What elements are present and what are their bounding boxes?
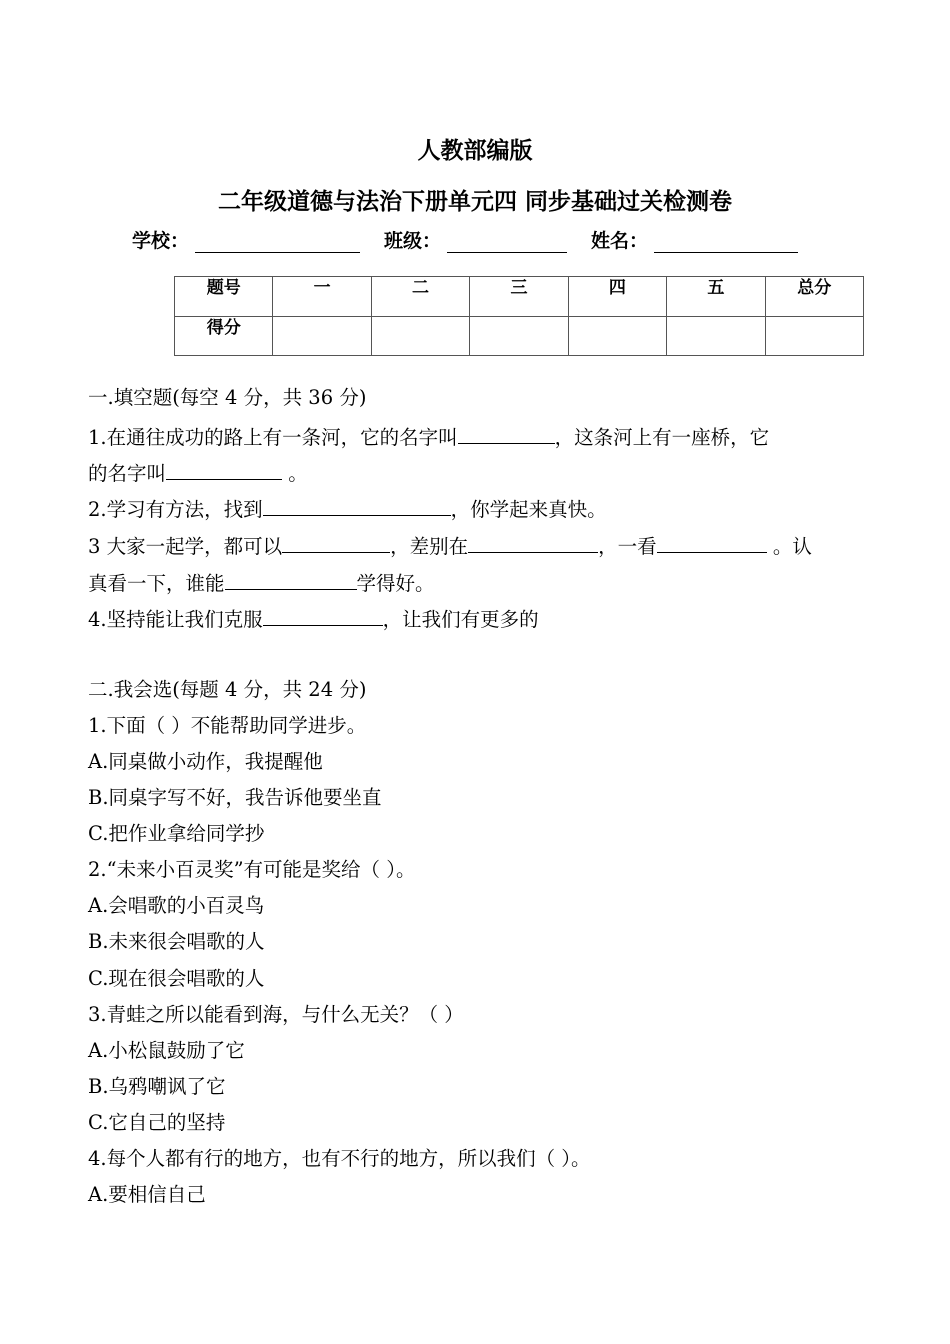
score-cell[interactable] bbox=[273, 316, 371, 356]
choice-option: C.把作业拿给同学抄 bbox=[88, 822, 265, 845]
score-header-cell: 五 bbox=[667, 277, 765, 317]
question-2 bbox=[88, 495, 607, 522]
score-header-cell: 总分 bbox=[765, 277, 863, 317]
school-field[interactable] bbox=[195, 232, 360, 253]
choice-option: B.未来很会唱歌的人 bbox=[88, 930, 265, 953]
choice-option: C.现在很会唱歌的人 bbox=[88, 967, 265, 990]
answer-blank[interactable] bbox=[263, 605, 383, 626]
question-text: ，这条河上有一座桥，它 bbox=[554, 426, 770, 449]
publisher-heading: 人教部编版 bbox=[417, 138, 533, 164]
question-text: 学得好。 bbox=[356, 572, 435, 595]
question-text: 2.学习有方法，找到 bbox=[88, 498, 263, 521]
choice-option: A.要相信自己 bbox=[88, 1183, 206, 1206]
question-text: 。 bbox=[282, 462, 308, 485]
score-cell[interactable] bbox=[667, 316, 765, 356]
section2-heading: 二.我会选(每题 4 分，共 24 分) bbox=[88, 678, 367, 701]
school-label: 学校： bbox=[132, 230, 190, 252]
class-field[interactable] bbox=[447, 232, 567, 253]
answer-blank[interactable] bbox=[458, 423, 555, 444]
answer-blank[interactable] bbox=[225, 569, 357, 590]
answer-blank[interactable] bbox=[166, 459, 282, 480]
choice-option: B.同桌字写不好，我告诉他要坐直 bbox=[88, 786, 382, 809]
question-text: 1.在通往成功的路上有一条河，它的名字叫 bbox=[88, 426, 458, 449]
score-header-cell: 一 bbox=[273, 277, 371, 317]
question-3-line-2 bbox=[88, 569, 435, 596]
name-label: 姓名： bbox=[591, 230, 649, 252]
question-4 bbox=[88, 605, 539, 632]
score-cell[interactable] bbox=[470, 316, 568, 356]
section1-heading: 一.填空题(每空 4 分，共 36 分) bbox=[88, 386, 367, 409]
answer-blank[interactable] bbox=[263, 495, 451, 516]
choice-question: 4.每个人都有行的地方，也有不行的地方，所以我们（ ）。 bbox=[88, 1147, 591, 1170]
answer-blank[interactable] bbox=[468, 532, 598, 553]
answer-blank[interactable] bbox=[282, 532, 390, 553]
score-cell[interactable] bbox=[765, 316, 863, 356]
name-field[interactable] bbox=[654, 232, 798, 253]
score-table bbox=[174, 276, 864, 356]
score-header-cell: 二 bbox=[371, 277, 469, 317]
score-table-score-row bbox=[175, 316, 864, 356]
question-text: ，一看 bbox=[598, 535, 657, 558]
choice-option: C.它自己的坚持 bbox=[88, 1111, 226, 1134]
choice-option: A.会唱歌的小百灵鸟 bbox=[88, 894, 265, 917]
score-header-cell: 三 bbox=[470, 277, 568, 317]
answer-blank[interactable] bbox=[657, 532, 767, 553]
question-1-line-2 bbox=[88, 459, 308, 486]
score-table-header-row bbox=[175, 277, 864, 317]
exam-title: 二年级道德与法治下册单元四 同步基础过关检测卷 bbox=[217, 189, 732, 215]
student-info-line bbox=[132, 226, 798, 253]
question-text: 的名字叫 bbox=[88, 462, 167, 485]
score-cell[interactable] bbox=[371, 316, 469, 356]
question-text: 4.坚持能让我们克服 bbox=[88, 608, 263, 631]
choice-question: 1.下面（ ）不能帮助同学进步。 bbox=[88, 714, 367, 737]
question-3-line-1 bbox=[88, 532, 812, 559]
question-text: 。认 bbox=[766, 535, 812, 558]
choice-option: B.乌鸦嘲讽了它 bbox=[88, 1075, 226, 1098]
question-1-line-1 bbox=[88, 423, 769, 450]
question-text: ，让我们有更多的 bbox=[382, 608, 539, 631]
choice-option: A.同桌做小动作，我提醒他 bbox=[88, 750, 323, 773]
class-label: 班级： bbox=[384, 230, 442, 252]
question-text: ，差别在 bbox=[390, 535, 469, 558]
choice-question: 3.青蛙之所以能看到海，与什么无关？（ ） bbox=[88, 1003, 464, 1026]
score-row-label: 得分 bbox=[175, 316, 273, 356]
score-header-cell: 四 bbox=[568, 277, 666, 317]
score-header-cell: 题号 bbox=[175, 277, 273, 317]
choice-option: A.小松鼠鼓励了它 bbox=[88, 1039, 245, 1062]
question-text: ，你学起来真快。 bbox=[450, 498, 607, 521]
question-text: 3 大家一起学，都可以 bbox=[88, 535, 283, 558]
score-cell[interactable] bbox=[568, 316, 666, 356]
question-text: 真看一下，谁能 bbox=[88, 572, 225, 595]
choice-question: 2.“未来小百灵奖”有可能是奖给（ ）。 bbox=[88, 858, 416, 881]
